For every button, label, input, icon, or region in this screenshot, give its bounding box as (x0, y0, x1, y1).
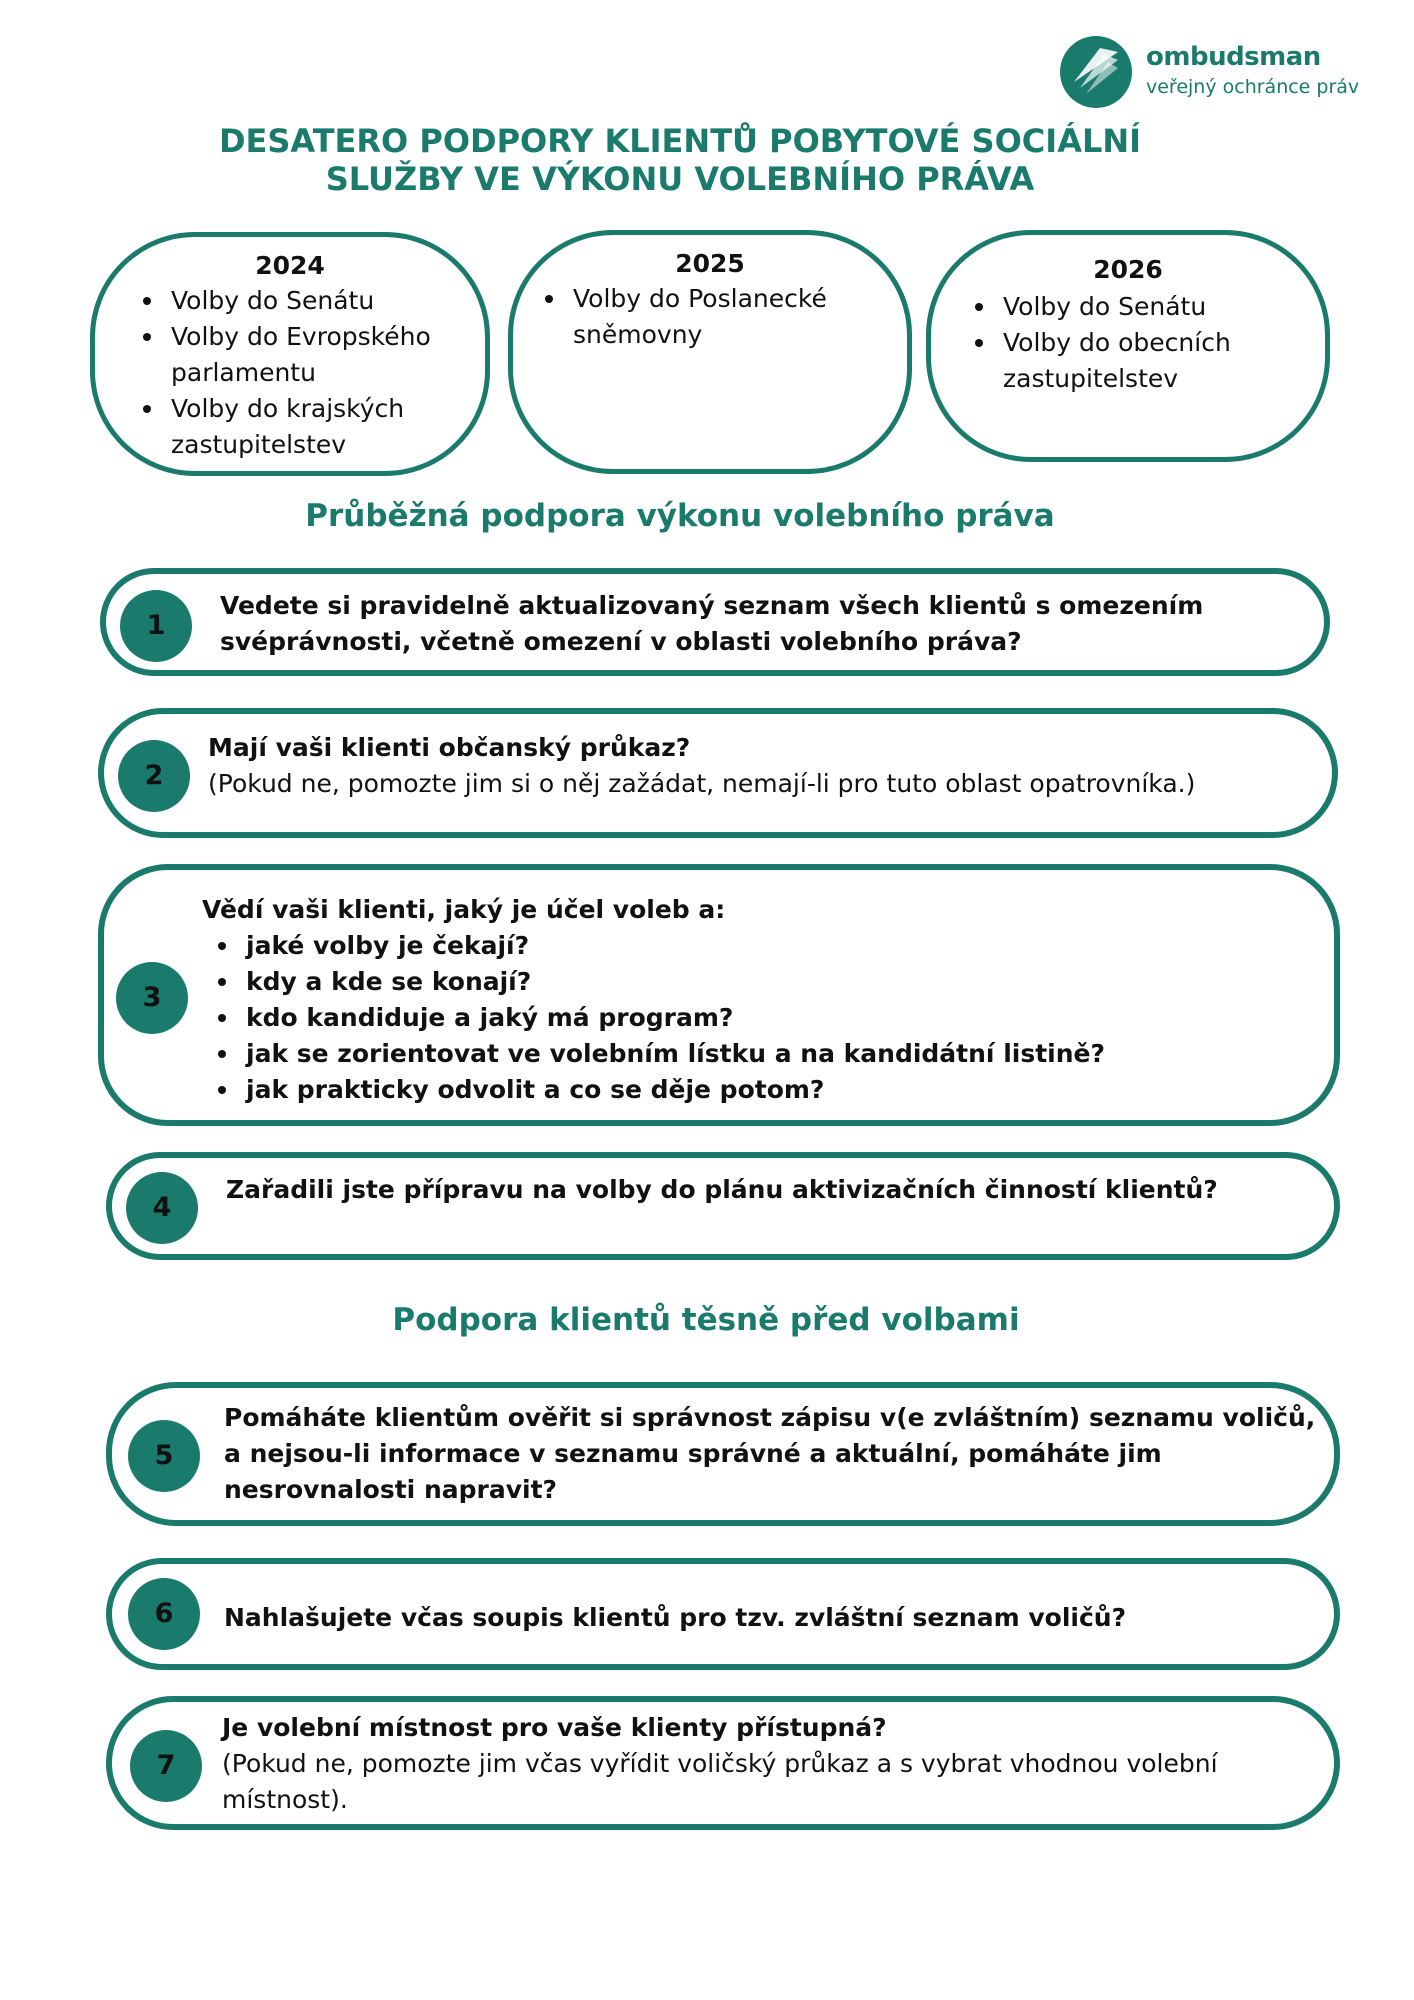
checklist-item-5 (106, 1382, 1340, 1526)
checklist-item-6 (106, 1558, 1340, 1670)
item-question-text: Pomáháte klientům ověřit si správnost zápisu v(e zvláštním) seznamu voličů, a nejsou-li informace v seznamu správné a aktuální, pomáháte jim nesrovnalosti napravit? (224, 1403, 1316, 1504)
item-question (226, 1172, 1326, 1208)
bullet-item: kdo kandiduje a jaký má program? (246, 1000, 1322, 1036)
item-question (208, 730, 1328, 802)
election-item: Volby do Poslanecké sněmovny (573, 281, 913, 353)
checklist-item-2 (98, 708, 1338, 838)
item-bullets (202, 928, 1322, 1108)
checklist-item-7 (106, 1696, 1340, 1830)
section-title-ongoing: Průběžná podpora výkonu volebního práva (305, 498, 1055, 534)
checklist-item-1 (100, 568, 1330, 676)
item-number-badge: 1 (120, 590, 192, 662)
ombudsman-logo (1060, 36, 1380, 108)
item-question-text: Mají vaši klienti občanský průkaz? (208, 733, 691, 762)
item-number-badge: 3 (116, 962, 188, 1034)
year-box-2024 (90, 232, 490, 476)
item-question (224, 1600, 1324, 1636)
logo-name: ombudsman (1146, 42, 1321, 72)
bullet-item: jak se zorientovat ve volebním lístku a na kandidátní listině? (246, 1036, 1322, 1072)
ombudsman-logo-icon (1060, 36, 1132, 108)
election-item: Volby do krajských zastupitelstev (171, 391, 511, 463)
year-box-2025 (508, 230, 912, 474)
year-label: 2025 (675, 249, 745, 278)
election-list (537, 281, 913, 353)
election-item: Volby do Senátu (1003, 289, 1333, 325)
item-number-badge: 6 (128, 1578, 200, 1650)
page-title-line-1: DESATERO PODPORY KLIENTŮ POBYTOVÉ SOCIÁLNÍ (218, 122, 1142, 160)
item-note: (Pokud ne, pomozte jim si o něj zažádat, nemají-li pro tuto oblast opatrovníka.) (208, 769, 1196, 798)
item-question (222, 1710, 1322, 1818)
election-item: Volby do Evropského parlamentu (171, 319, 511, 391)
election-item: Volby do Senátu (171, 283, 511, 319)
item-number-badge: 7 (130, 1730, 202, 1802)
item-question (224, 1400, 1324, 1508)
item-number-badge: 2 (118, 740, 190, 812)
election-list (135, 283, 511, 463)
checklist-item-3 (98, 864, 1340, 1126)
year-label: 2026 (1093, 255, 1163, 284)
item-question (202, 892, 1322, 1108)
item-question-text: Zařadili jste přípravu na volby do plánu aktivizačních činností klientů? (226, 1175, 1218, 1204)
item-question-text: Je volební místnost pro vaše klienty přístupná? (222, 1713, 887, 1742)
item-number-badge: 4 (126, 1172, 198, 1244)
checklist-item-4 (106, 1152, 1340, 1260)
section-title-before-elections: Podpora klientů těsně před volbami (392, 1302, 1020, 1338)
page-title (180, 122, 1180, 198)
page-title-line-2: SLUŽBY VE VÝKONU VOLEBNÍHO PRÁVA (325, 160, 1035, 198)
item-question-text: Vědí vaši klienti, jaký je účel voleb a: (202, 895, 726, 924)
election-list (967, 289, 1333, 397)
item-note: (Pokud ne, pomozte jim včas vyřídit voličský průkaz a s vybrat vhodnou volební místnost). (222, 1749, 1218, 1814)
bullet-item: jaké volby je čekají? (246, 928, 1322, 964)
year-label: 2024 (255, 251, 325, 280)
item-question (220, 588, 1300, 660)
logo-subtitle: veřejný ochránce práv (1146, 76, 1360, 98)
item-question-text: Nahlašujete včas soupis klientů pro tzv. zvláštní seznam voličů? (224, 1603, 1127, 1632)
item-question-text: Vedete si pravidelně aktualizovaný seznam všech klientů s omezením svéprávnosti, včetně omezení v oblasti volebního práva? (220, 591, 1204, 656)
bullet-item: kdy a kde se konají? (246, 964, 1322, 1000)
year-box-2026 (926, 230, 1330, 462)
election-item: Volby do obecních zastupitelstev (1003, 325, 1333, 397)
bullet-item: jak prakticky odvolit a co se děje potom? (246, 1072, 1322, 1108)
item-number-badge: 5 (128, 1420, 200, 1492)
